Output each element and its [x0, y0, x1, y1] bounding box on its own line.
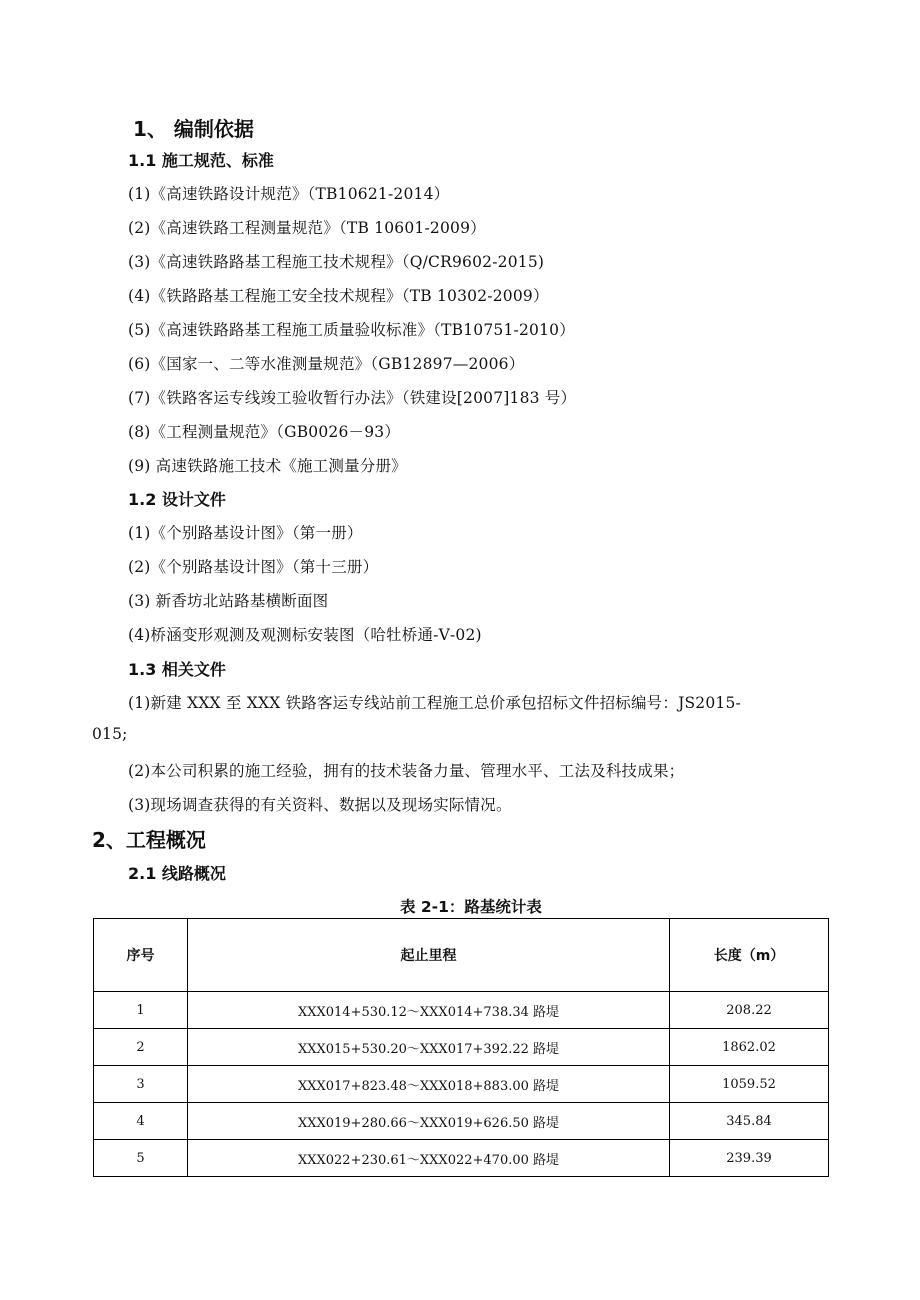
cell-length: 1059.52	[670, 1066, 829, 1103]
section-1-2-heading: 1.2 设计文件	[128, 490, 226, 509]
list-item: (1)《高速铁路设计规范》（TB10621-2014）	[128, 185, 450, 203]
cell-mileage: XXX014+530.12～XXX014+738.34 路堤	[188, 992, 670, 1029]
list-item: (1)《个别路基设计图》（第一册）	[128, 524, 363, 542]
section-1-1-heading: 1.1 施工规范、标准	[128, 151, 274, 170]
cell-mileage: XXX017+823.48～XXX018+883.00 路堤	[188, 1066, 670, 1103]
list-item: (6)《国家一、二等水准测量规范》（GB12897—2006）	[128, 355, 525, 373]
list-item: (8)《工程测量规范》（GB0026－93）	[128, 423, 401, 441]
section-1-3-heading: 1.3 相关文件	[128, 660, 226, 679]
cell-index: 3	[94, 1066, 188, 1103]
list-item: (5)《高速铁路路基工程施工质量验收标准》（TB10751-2010）	[128, 321, 575, 339]
header-mileage: 起止里程	[188, 919, 670, 992]
list-item: (3) 新香坊北站路基横断面图	[128, 592, 329, 610]
table-row	[94, 1140, 829, 1177]
section-2-1-heading: 2.1 线路概况	[128, 864, 226, 883]
cell-index: 1	[94, 992, 188, 1029]
list-item: (2)本公司积累的施工经验，拥有的技术装备力量、管理水平、工法及科技成果；	[128, 762, 685, 780]
list-item: (9) 高速铁路施工技术《施工测量分册》	[128, 457, 407, 475]
table-row	[94, 1066, 829, 1103]
cell-mileage: XXX015+530.20～XXX017+392.22 路堤	[188, 1029, 670, 1066]
table-row	[94, 1029, 829, 1066]
table-row	[94, 992, 829, 1029]
cell-index: 5	[94, 1140, 188, 1177]
cell-length: 345.84	[670, 1103, 829, 1140]
list-item: (3)《高速铁路路基工程施工技术规程》（Q/CR9602-2015)	[128, 253, 545, 271]
header-index: 序号	[94, 919, 188, 992]
list-item: (7)《铁路客运专线竣工验收暂行办法》（铁建设[2007]183 号）	[128, 389, 577, 407]
section-1-heading: 1、 编制依据	[133, 117, 254, 141]
table-row	[94, 1103, 829, 1140]
list-item-continuation: 015;	[92, 725, 128, 743]
cell-length: 239.39	[670, 1140, 829, 1177]
list-item: (2)《个别路基设计图》（第十三册）	[128, 558, 379, 576]
cell-mileage: XXX022+230.61～XXX022+470.00 路堤	[188, 1140, 670, 1177]
roadbed-statistics-table	[93, 918, 829, 1177]
table-caption: 表 2-1：路基统计表	[400, 898, 542, 916]
list-item: (3)现场调查获得的有关资料、数据以及现场实际情况。	[128, 796, 512, 814]
cell-length: 208.22	[670, 992, 829, 1029]
header-length: 长度（m）	[670, 919, 829, 992]
table-header-row	[94, 919, 829, 992]
list-item: (1)新建 XXX 至 XXX 铁路客运专线站前工程施工总价承包招标文件招标编号：JS2015-	[128, 694, 741, 712]
cell-length: 1862.02	[670, 1029, 829, 1066]
cell-index: 4	[94, 1103, 188, 1140]
cell-mileage: XXX019+280.66～XXX019+626.50 路堤	[188, 1103, 670, 1140]
list-item: (2)《高速铁路工程测量规范》（TB 10601-2009）	[128, 219, 486, 237]
list-item: (4)桥涵变形观测及观测标安装图（哈牡桥通-Ⅴ-02)	[128, 626, 482, 644]
list-item: (4)《铁路路基工程施工安全技术规程》（TB 10302-2009）	[128, 287, 549, 305]
section-2-heading: 2、工程概况	[92, 828, 206, 852]
cell-index: 2	[94, 1029, 188, 1066]
